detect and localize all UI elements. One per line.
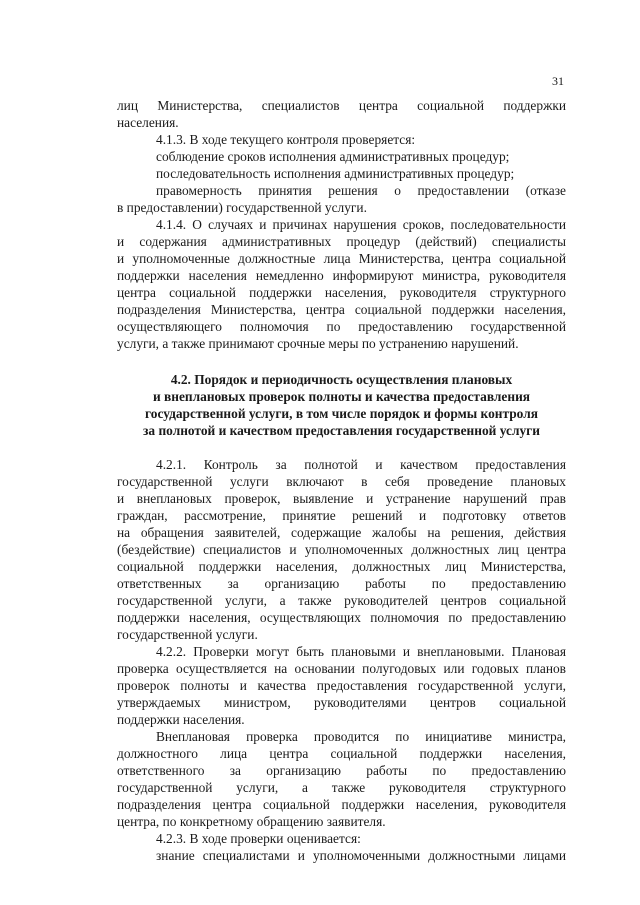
text-line: последовательность исполнения административных процедур; bbox=[156, 166, 515, 181]
text-line: должностного лица центра социальной поддержки населения, bbox=[117, 746, 566, 761]
text-line: проверок полноты и качества предоставления государственной услуги, bbox=[117, 678, 566, 693]
text-line: осуществляющего полномочия по предоставлению государственной bbox=[117, 319, 566, 334]
text-line: правомерность принятия решения о предоставлении (отказе bbox=[156, 183, 566, 198]
text-line: Внеплановая проверка проводится по инициативе министра, bbox=[156, 729, 566, 744]
section-heading-line: и внеплановых проверок полноты и качества предоставления bbox=[152, 389, 531, 404]
page-number: 31 bbox=[552, 74, 564, 88]
text-line: государственной услуги включают в себя проведение плановых bbox=[117, 474, 566, 489]
text-line: на обращения заявителей, содержащие жалобы на решения, действия bbox=[117, 525, 566, 540]
text-line: поддержки населения. bbox=[117, 712, 245, 727]
text-line: утверждаемых министром, руководителями центров социальной bbox=[117, 695, 566, 710]
text-line: социальной поддержки населения, должностных лиц Министерства, bbox=[117, 559, 566, 574]
text-line: и внеплановых проверок, выявление и устранение нарушений прав bbox=[117, 491, 566, 506]
section-heading-line: за полнотой и качеством предоставления государственной услуги bbox=[143, 423, 540, 438]
text-line: 4.1.3. В ходе текущего контроля проверяется: bbox=[156, 132, 416, 147]
text-line: государственной услуги, а также руководителя структурного bbox=[117, 780, 566, 795]
section-heading-line: 4.2. Порядок и периодичность осуществления плановых bbox=[170, 372, 513, 387]
text-line: центра, по конкретному обращению заявителя. bbox=[117, 814, 386, 829]
text-line: и содержания административных процедур (действий) специалисты bbox=[117, 234, 566, 249]
text-line: ответственного за организацию работы по предоставлению bbox=[117, 763, 566, 778]
text-line: центра социальной поддержки населения, руководителя структурного bbox=[117, 285, 566, 300]
text-line: 4.2.1. Контроль за полнотой и качеством предоставления bbox=[156, 457, 566, 472]
text-line: ответственных за организацию работы по предоставлению bbox=[117, 576, 566, 591]
text-line: 4.1.4. О случаях и причинах нарушения сроков, последовательности bbox=[156, 217, 566, 232]
text-line: (бездействие) специалистов и уполномоченных должностных лиц центра bbox=[117, 542, 566, 557]
section-heading-line: государственной услуги, в том числе порядок и формы контроля bbox=[145, 406, 538, 421]
text-line: проверка осуществляется на основании полугодовых или годовых планов bbox=[117, 661, 566, 676]
text-line: подразделения Министерства, центра социальной поддержки населения, bbox=[117, 302, 566, 317]
text-line: 4.2.2. Проверки могут быть плановыми и внеплановыми. Плановая bbox=[156, 644, 566, 659]
text-line: соблюдение сроков исполнения административных процедур; bbox=[156, 149, 510, 164]
text-line: и уполномоченные должностные лица Министерства, центра социальной bbox=[117, 251, 566, 266]
text-line: поддержки населения, осуществляющих полномочия по предоставлению bbox=[117, 610, 566, 625]
text-line: граждан, рассмотрение, принятие решений и подготовку ответов bbox=[117, 508, 566, 523]
text-line: лиц Министерства, специалистов центра социальной поддержки bbox=[117, 98, 566, 113]
text-line: населения. bbox=[117, 115, 179, 130]
text-line: государственной услуги, а также руководителей центров социальной bbox=[117, 593, 566, 608]
text-line: поддержки населения немедленно информируют министра, руководителя bbox=[117, 268, 566, 283]
text-line: услуги, а также принимают срочные меры по устранению нарушений. bbox=[117, 336, 519, 351]
text-line: знание специалистами и уполномоченными должностными лицами bbox=[156, 848, 566, 863]
text-line: 4.2.3. В ходе проверки оценивается: bbox=[156, 831, 361, 846]
text-line: государственной услуги. bbox=[117, 627, 258, 642]
text-line: подразделения центра социальной поддержки населения, руководителя bbox=[117, 797, 566, 812]
text-line: в предоставлении) государственной услуги. bbox=[117, 200, 367, 215]
